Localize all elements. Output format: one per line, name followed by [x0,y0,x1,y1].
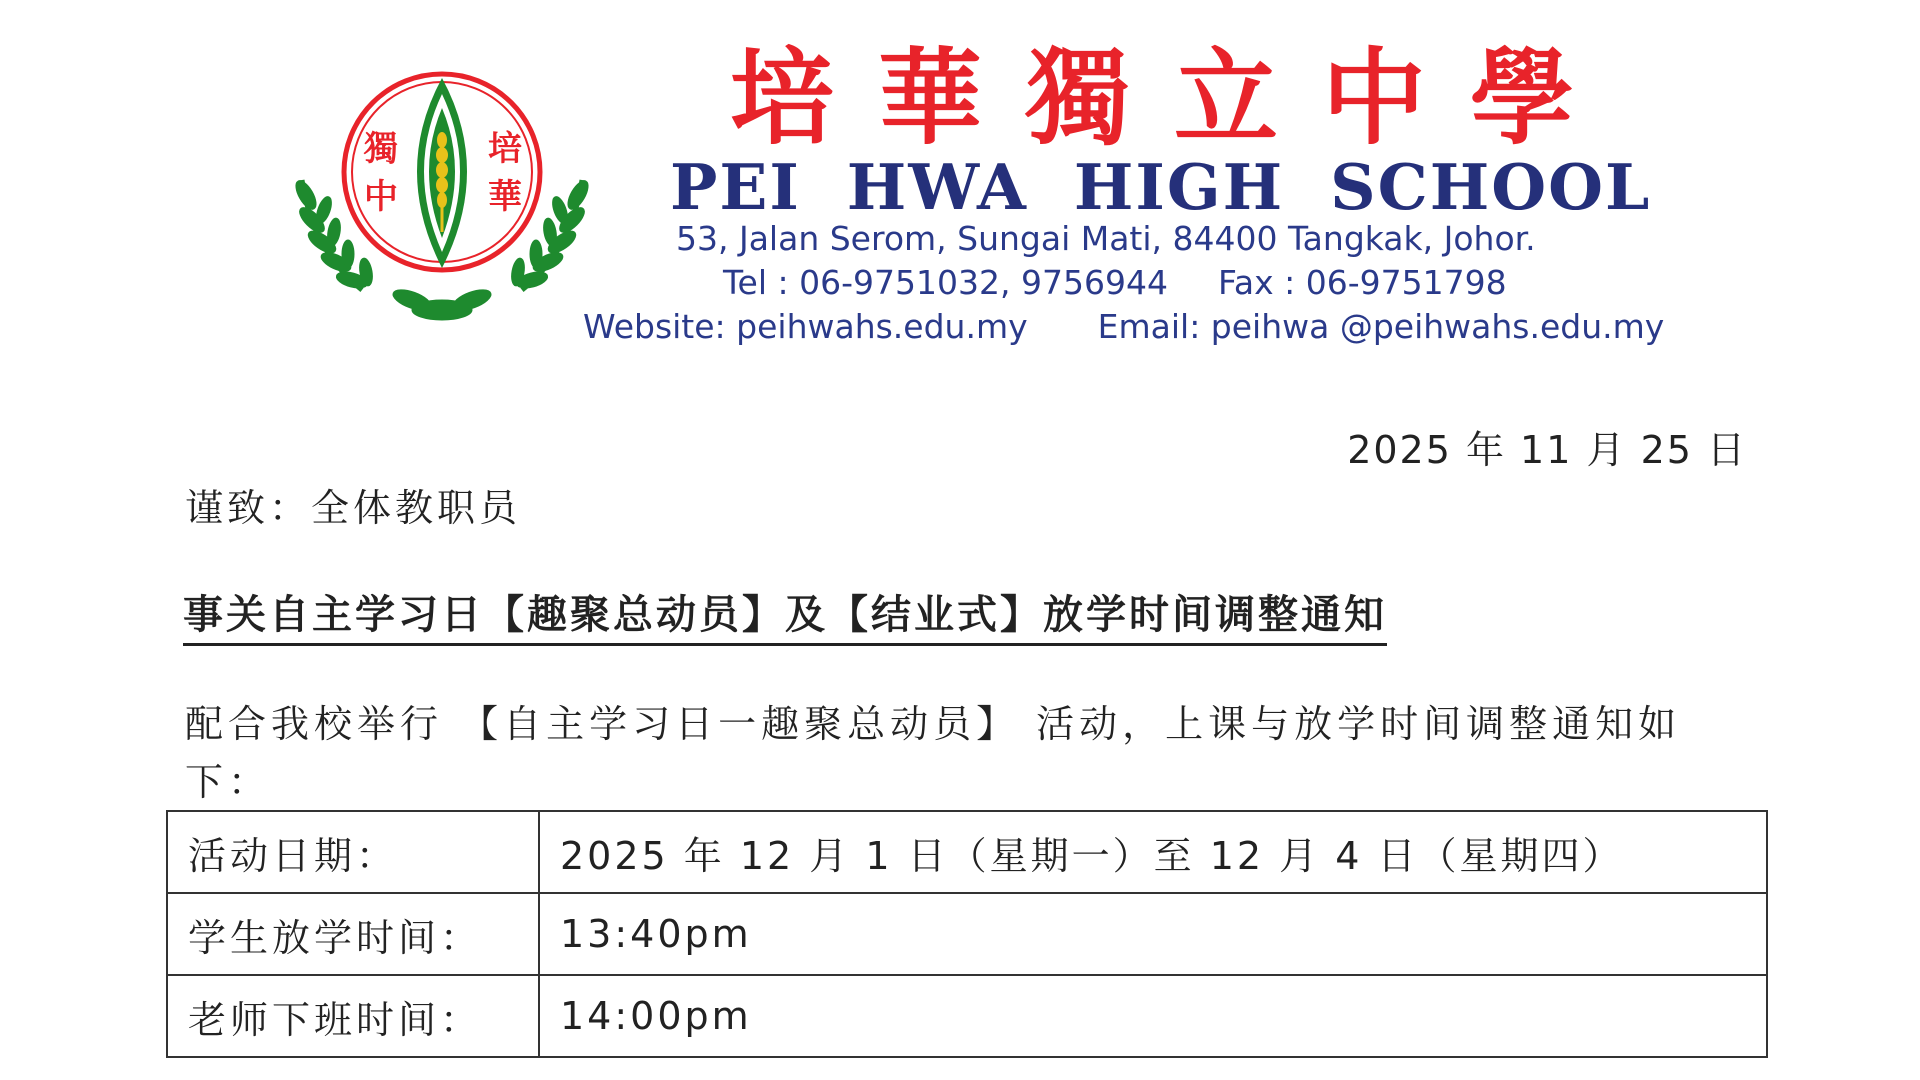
telephone-numbers: Tel : 06-9751032, 9756944 [723,263,1168,302]
student-dismissal-label: 学生放学时间： [167,893,539,975]
school-address: 53, Jalan Serom, Sungai Mati, 84400 Tangkak, Johor. [676,219,1536,258]
table-row [167,975,1767,1057]
notice-recipient: 谨致：全体教职员 [185,486,522,530]
svg-text:中: 中 [364,177,398,217]
school-name-english: PEI HWA HIGH SCHOOL [670,150,1652,224]
notice-paragraph: 配合我校举行 【自主学习日一趣聚总动员】 活动，上课与放学时间调整通知如下： [185,702,1682,804]
svg-text:華: 華 [488,177,522,217]
table-row [167,893,1767,975]
email-link[interactable]: Email: peihwa @peihwahs.edu.my [1097,307,1665,346]
notice-title: 事关自主学习日【趣聚总动员】及【结业式】放学时间调整通知 [183,588,1387,646]
school-logo [292,60,592,335]
school-emblem-icon [292,60,592,335]
student-dismissal-value: 13:40pm [539,893,1767,975]
svg-text:培: 培 [488,129,522,169]
teacher-offwork-value: 14:00pm [539,975,1767,1057]
teacher-offwork-label: 老师下班时间： [167,975,539,1057]
schedule-table [166,810,1768,1058]
activity-date-value: 2025 年 12 月 1 日（星期一）至 12 月 4 日（星期四） [539,811,1767,893]
fax-number: Fax : 06-9751798 [1217,263,1507,302]
notice-date: 2025 年 11 月 25 日 [1347,428,1747,472]
contact-web-line [583,306,1664,348]
contact-phone-line [723,262,1507,304]
school-name-chinese: 培華獨立中學 [730,36,1619,159]
activity-date-label: 活动日期： [167,811,539,893]
svg-text:獨: 獨 [364,129,398,169]
table-row [167,811,1767,893]
website-link[interactable]: Website: peihwahs.edu.my [583,307,1028,346]
